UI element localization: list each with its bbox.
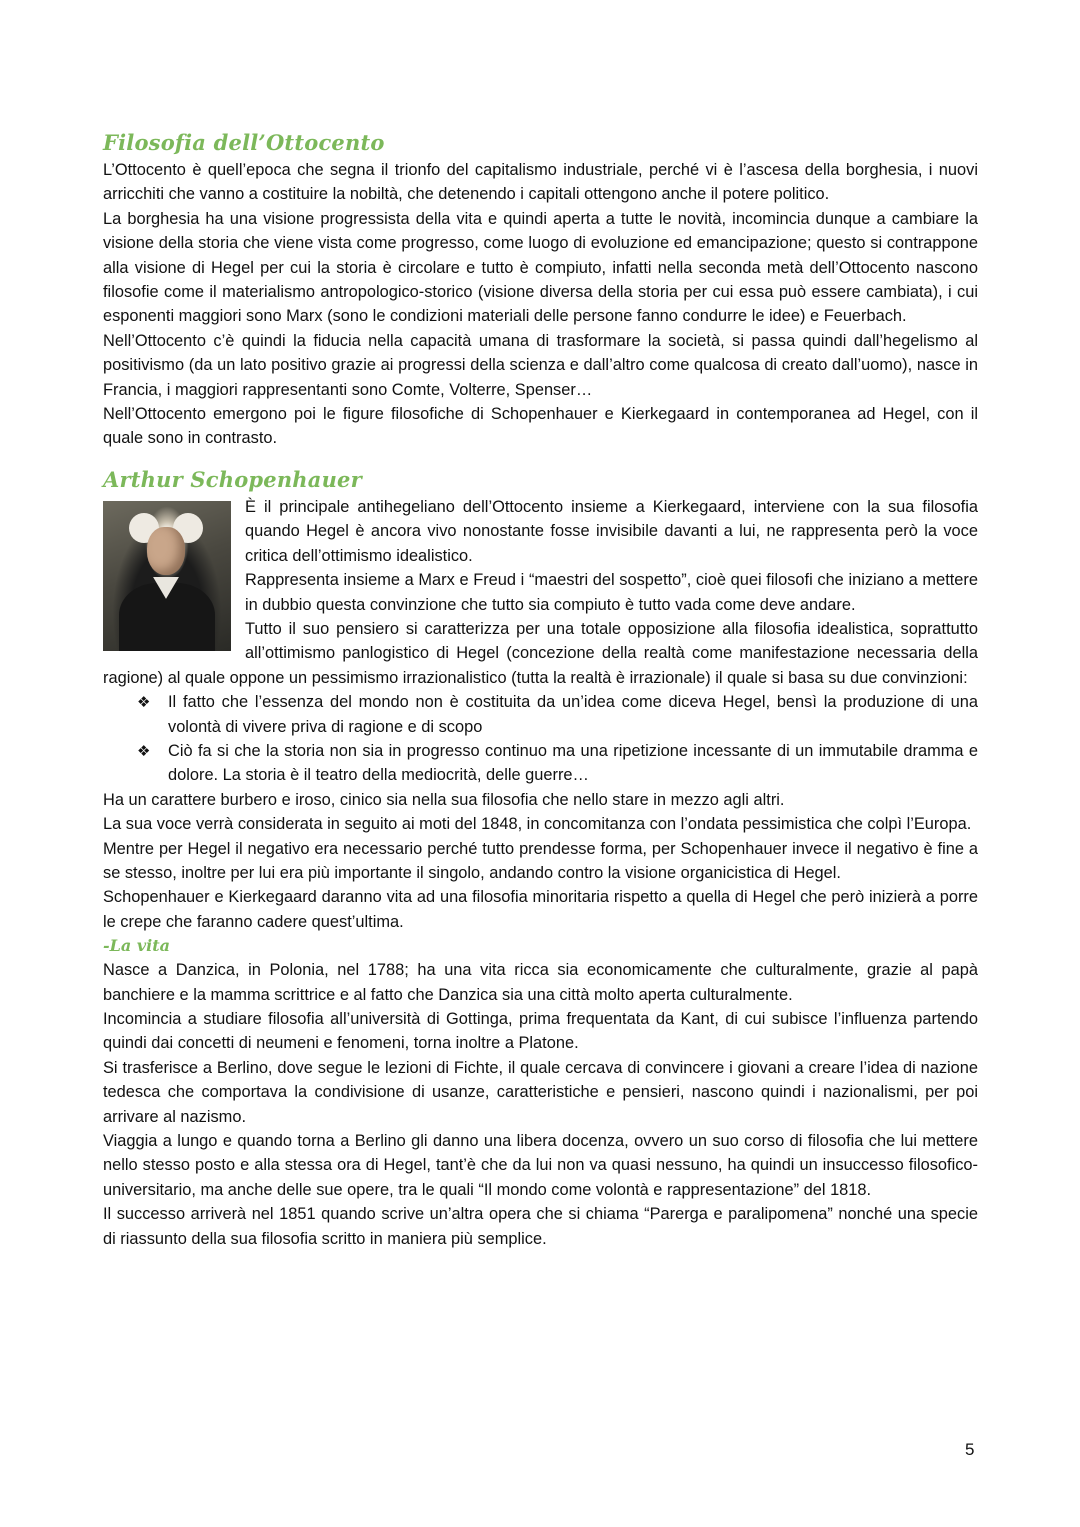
paragraph: Mentre per Hegel il negativo era necessario perché tutto prendesse forma, per Schopenhauer invece il negativo è fine a se stesso, inoltre per lui era più importante il singolo, andando contro la visione organicistica di Hegel.: [103, 839, 978, 882]
document-page: [103, 128, 978, 1251]
diamond-bullet-icon: ❖: [137, 741, 151, 760]
paragraph: L’Ottocento è quell’epoca che segna il trionfo del capitalismo industriale, perché vi è l’ascesa della borghesia, i nuovi arricchiti che vanno a costituire la nobiltà, che detenendo i capitali ottengono anche il potere politico.: [103, 161, 978, 204]
section-title-ottocento: Filosofia dell’Ottocento: [103, 130, 385, 155]
schopenhauer-portrait-image: [103, 501, 231, 651]
list-item-text: Ciò fa si che la storia non sia in progresso continuo ma una ripetizione incessante di un immutabile dramma e dolore. La storia è il teatro della mediocrità, delle guerre…: [168, 741, 978, 785]
paragraph: Incomincia a studiare filosofia all’università di Gottinga, prima frequentata da Kant, di cui subisce l’influenza partendo quindi dai concetti di neumeni e fenomeni, torna inoltre a Platone.: [103, 1010, 978, 1053]
portrait-face: [147, 527, 185, 575]
list-item: [137, 739, 978, 788]
paragraph: Viaggia a lungo e quando torna a Berlino gli danno una libera docenza, ovvero un suo corso di filosofia che lui mettere nello stesso posto e alla stessa ora di Hegel, tant’è che da lui non va quasi nessuno, ha quindi un insuccesso filosofico-universitario, ma anche delle sue opere, tra le quali “Il mondo come volontà e rappresentazione” del 1818.: [103, 1132, 978, 1199]
paragraph: Schopenhauer e Kierkegaard daranno vita ad una filosofia minoritaria rispetto a quella di Hegel che però inizierà a porre le crepe che faranno cadere quest’ultima.: [103, 888, 978, 931]
bullet-list: [103, 690, 978, 788]
paragraph: È il principale antihegeliano dell’Ottocento insieme a Kierkegaard, interviene con la sua filosofia quando Hegel è ancora vivo nonostante fosse invisibile davanti a lui, ne rappresenta però la voce critica dell’ottimismo idealistico.: [245, 497, 978, 565]
paragraph: Il successo arriverà nel 1851 quando scrive un’altra opera che si chiama “Parerga e paralipomena” nonché una specie di riassunto della sua filosofia scritto in maniera più semplice.: [103, 1205, 978, 1248]
paragraph: Ha un carattere burbero e iroso, cinico sia nella sua filosofia che nello stare in mezzo agli altri.: [103, 790, 785, 809]
subsection-title-la-vita: -La vita: [103, 936, 170, 956]
diamond-bullet-icon: ❖: [137, 693, 151, 712]
paragraph: Nell’Ottocento c’è quindi la fiducia nella capacità umana di trasformare la società, si passa quindi dall’hegelismo al positivismo (da un lato positivo grazie ai progressi della scienza e dall’altro come qualcosa di creato dall’uomo), nasce in Francia, i maggiori rappresentanti sono Comte, Volterre, Spenser…: [103, 331, 978, 399]
list-item-text: Il fatto che l’essenza del mondo non è costituita da un’idea come diceva Hegel, bensì la produzione di una volontà di vivere priva di ragione e di scopo: [168, 693, 978, 736]
paragraph: Nasce a Danzica, in Polonia, nel 1788; ha una vita ricca sia economicamente che culturalmente, grazie al papà banchiere e la mamma scrittrice e al fatto che Danzica sia una città molto aperta culturalmente.: [103, 961, 978, 1004]
section-title-schopenhauer: Arthur Schopenhauer: [103, 466, 362, 492]
paragraph: La borghesia ha una visione progressista della vita e quindi aperta a tutte le novità, incomincia dunque a cambiare la visione della storia che viene vista come progresso, come luogo di evoluzione ed emancipazione; questo si contrappone alla visione di Hegel per cui la storia è circolare e tutto è compiuto, infatti nella seconda metà dell’Ottocento nascono filosofie come il materialismo antropologico-storico (visione diversa della storia per cui essa può essere cambiata), i cui esponenti maggiori sono Marx (sono le condizioni materiali delle persone fanno condurre le idee) e Feuerbach.: [103, 209, 978, 326]
paragraph: Tutto il suo pensiero si caratterizza per una totale opposizione alla filosofia idealistica, soprattutto all’ottimismo panlogistico di Hegel (concezione della realtà come manifestazione necessaria della ragione) al quale oppone un pessimismo irrazionalistico (tutta la realtà è irrazionale) il quale si basa su due convinzioni:: [103, 619, 978, 687]
list-item: [137, 690, 978, 739]
spacer: [103, 451, 978, 465]
paragraph: Nell’Ottocento emergono poi le figure filosofiche di Schopenhauer e Kierkegaard in contemporanea ad Hegel, con il quale sono in contrasto.: [103, 405, 978, 448]
paragraph: La sua voce verrà considerata in seguito ai moti del 1848, in concomitanza con l’ondata pessimistica che colpì l’Europa.: [103, 815, 972, 834]
paragraph: Si trasferisce a Berlino, dove segue le lezioni di Fichte, il quale cercava di convincere i giovani a creare l’idea di nazione tedesca che comportava la condivisione di usanze, caratteristiche e pensieri, nascono quindi i nazionalismi, per poi arrivare al nazismo.: [103, 1058, 978, 1126]
paragraph: Rappresenta insieme a Marx e Freud i “maestri del sospetto”, cioè quei filosofi che iniziano a mettere in dubbio questa convinzione che tutto sia compiuto è tutto vada come deve andare.: [245, 571, 978, 614]
page-number: 5: [965, 1440, 975, 1459]
